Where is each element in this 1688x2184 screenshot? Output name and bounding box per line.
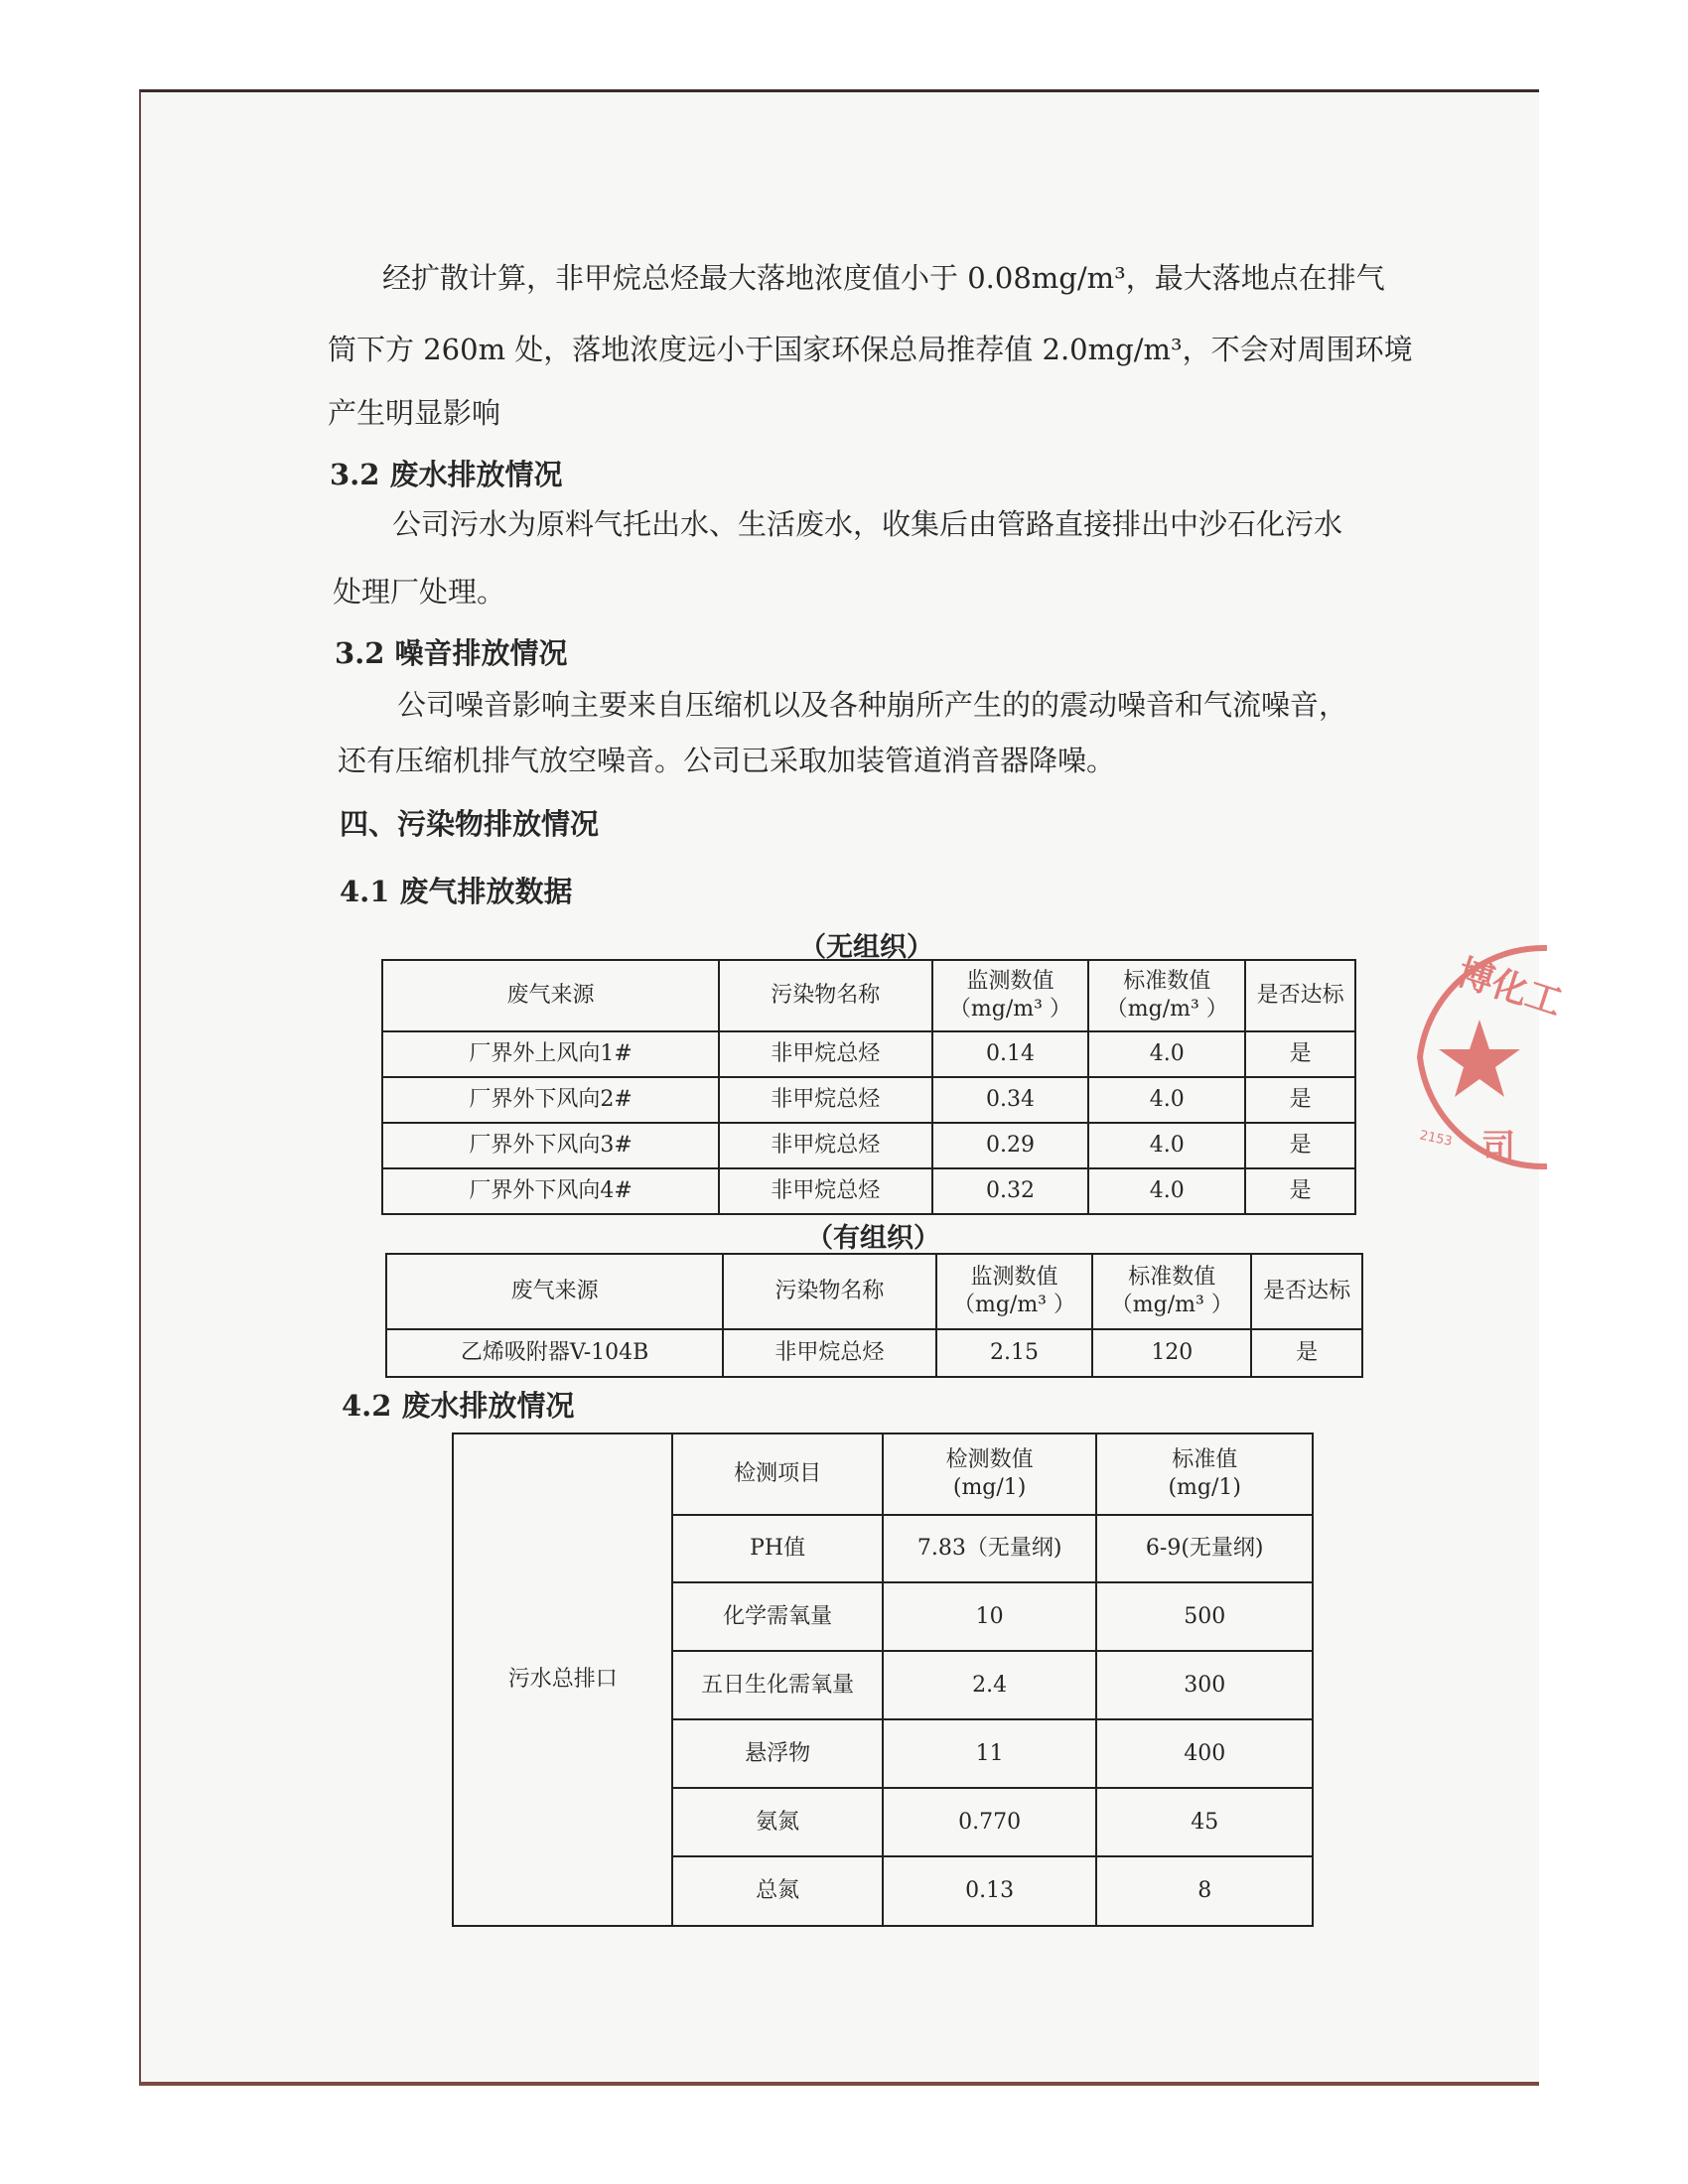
cell-standard: 4.0 bbox=[1088, 1077, 1245, 1123]
header-gas-source: 废气来源 bbox=[386, 1254, 723, 1329]
cell-standard: 8 bbox=[1096, 1856, 1313, 1926]
table-row bbox=[382, 1168, 1355, 1214]
header-standard-value: 标准值 (mg/1) bbox=[1096, 1433, 1313, 1515]
paragraph-wastewater-line-1: 公司污水为原料气托出水、生活废水，收集后由管路直接排出中沙石化污水 bbox=[392, 507, 1343, 541]
cell-compliant: 是 bbox=[1245, 1123, 1355, 1168]
cell-value: 0.770 bbox=[883, 1788, 1097, 1856]
cell-monitored: 0.32 bbox=[932, 1168, 1089, 1214]
cell-wastewater-outlet: 污水总排口 bbox=[453, 1433, 672, 1926]
header-pollutant-name: 污染物名称 bbox=[723, 1254, 935, 1329]
cell-monitored: 0.29 bbox=[932, 1123, 1089, 1168]
cell-standard: 4.0 bbox=[1088, 1031, 1245, 1077]
cell-item: 悬浮物 bbox=[672, 1719, 882, 1788]
header-compliant: 是否达标 bbox=[1251, 1254, 1362, 1329]
paragraph-noise-line-2: 还有压缩机排气放空噪音。公司已采取加装管道消音器降噪。 bbox=[338, 744, 1116, 777]
cell-pollutant: 非甲烷总烃 bbox=[719, 1077, 931, 1123]
table-row bbox=[386, 1329, 1362, 1377]
cell-standard: 4.0 bbox=[1088, 1168, 1245, 1214]
cell-item: 五日生化需氧量 bbox=[672, 1651, 882, 1719]
heading-noise-discharge: 3.2 噪音排放情况 bbox=[335, 636, 568, 670]
seal-serial-number: 2153 bbox=[1418, 1128, 1454, 1150]
cell-compliant: 是 bbox=[1251, 1329, 1362, 1377]
cell-standard: 500 bbox=[1096, 1582, 1313, 1651]
header-test-item: 检测项目 bbox=[672, 1433, 882, 1515]
cell-standard: 6-9(无量纲) bbox=[1096, 1515, 1313, 1582]
cell-standard: 300 bbox=[1096, 1651, 1313, 1719]
seal-bottom-text: 司 bbox=[1481, 1128, 1515, 1167]
cell-standard: 4.0 bbox=[1088, 1123, 1245, 1168]
header-pollutant-name: 污染物名称 bbox=[719, 960, 931, 1031]
cell-source: 厂界外下风向2# bbox=[382, 1077, 719, 1123]
cell-monitored: 2.15 bbox=[936, 1329, 1093, 1377]
cell-item: 总氮 bbox=[672, 1856, 882, 1926]
cell-pollutant: 非甲烷总烃 bbox=[719, 1031, 931, 1077]
heading-pollutant-discharge: 四、污染物排放情况 bbox=[340, 807, 600, 841]
cell-source: 厂界外上风向1# bbox=[382, 1031, 719, 1077]
header-gas-source: 废气来源 bbox=[382, 960, 719, 1031]
paragraph-wastewater-line-2: 处理厂处理。 bbox=[333, 575, 506, 609]
heading-waste-gas-data: 4.1 废气排放数据 bbox=[340, 875, 573, 908]
header-monitored-value: 监测数值 （mg/m³ ） bbox=[936, 1254, 1093, 1329]
header-standard-value: 标准数值 （mg/m³ ） bbox=[1088, 960, 1245, 1031]
cell-compliant: 是 bbox=[1245, 1168, 1355, 1214]
cell-pollutant: 非甲烷总烃 bbox=[719, 1123, 931, 1168]
company-seal-stamp bbox=[1408, 928, 1568, 1186]
cell-compliant: 是 bbox=[1245, 1031, 1355, 1077]
star-icon bbox=[1439, 1020, 1520, 1097]
cell-compliant: 是 bbox=[1245, 1077, 1355, 1123]
table-unorganized-emissions bbox=[381, 959, 1356, 1215]
cell-value: 7.83（无量纲) bbox=[883, 1515, 1097, 1582]
paragraph-noise-line-1: 公司噪音影响主要来自压缩机以及各种崩所产生的的震动噪音和气流噪音， bbox=[397, 688, 1348, 722]
paragraph-diffusion-line-1: 经扩散计算，非甲烷总烃最大落地浓度值小于 0.08mg/m³，最大落地点在排气 bbox=[382, 261, 1385, 295]
cell-pollutant: 非甲烷总烃 bbox=[723, 1329, 935, 1377]
header-monitored-value: 监测数值 （mg/m³ ） bbox=[932, 960, 1089, 1031]
header-standard-value: 标准数值 （mg/m³ ） bbox=[1092, 1254, 1251, 1329]
cell-value: 11 bbox=[883, 1719, 1097, 1788]
header-test-value: 检测数值 (mg/1) bbox=[883, 1433, 1097, 1515]
cell-source: 厂界外下风向3# bbox=[382, 1123, 719, 1168]
cell-value: 0.13 bbox=[883, 1856, 1097, 1926]
cell-item: PH值 bbox=[672, 1515, 882, 1582]
table-row bbox=[382, 1123, 1355, 1168]
cell-monitored: 0.14 bbox=[932, 1031, 1089, 1077]
table-organized-emissions bbox=[385, 1253, 1363, 1378]
cell-source: 厂界外下风向4# bbox=[382, 1168, 719, 1214]
heading-wastewater-discharge: 3.2 废水排放情况 bbox=[330, 458, 563, 491]
caption-unorganized: （无组织） bbox=[799, 932, 933, 963]
cell-standard: 400 bbox=[1096, 1719, 1313, 1788]
cell-monitored: 0.34 bbox=[932, 1077, 1089, 1123]
page-bottom-edge bbox=[139, 2082, 1539, 2086]
table-row bbox=[382, 1077, 1355, 1123]
cell-pollutant: 非甲烷总烃 bbox=[719, 1168, 931, 1214]
table-row bbox=[382, 1031, 1355, 1077]
table-wastewater bbox=[452, 1433, 1314, 1927]
cell-standard: 120 bbox=[1092, 1329, 1251, 1377]
header-compliant: 是否达标 bbox=[1245, 960, 1355, 1031]
paragraph-diffusion-line-3: 产生明显影响 bbox=[328, 396, 501, 430]
cell-item: 化学需氧量 bbox=[672, 1582, 882, 1651]
heading-wastewater-data: 4.2 废水排放情况 bbox=[342, 1389, 575, 1423]
cell-value: 2.4 bbox=[883, 1651, 1097, 1719]
cell-standard: 45 bbox=[1096, 1788, 1313, 1856]
cell-value: 10 bbox=[883, 1582, 1097, 1651]
seal-text: 博化工 bbox=[1452, 951, 1568, 1024]
paragraph-diffusion-line-2: 筒下方 260m 处，落地浓度远小于国家环保总局推荐值 2.0mg/m³，不会对周围环境 bbox=[328, 333, 1413, 366]
cell-item: 氨氮 bbox=[672, 1788, 882, 1856]
caption-organized: （有组织） bbox=[806, 1223, 940, 1254]
cell-source: 乙烯吸附器V-104B bbox=[386, 1329, 723, 1377]
